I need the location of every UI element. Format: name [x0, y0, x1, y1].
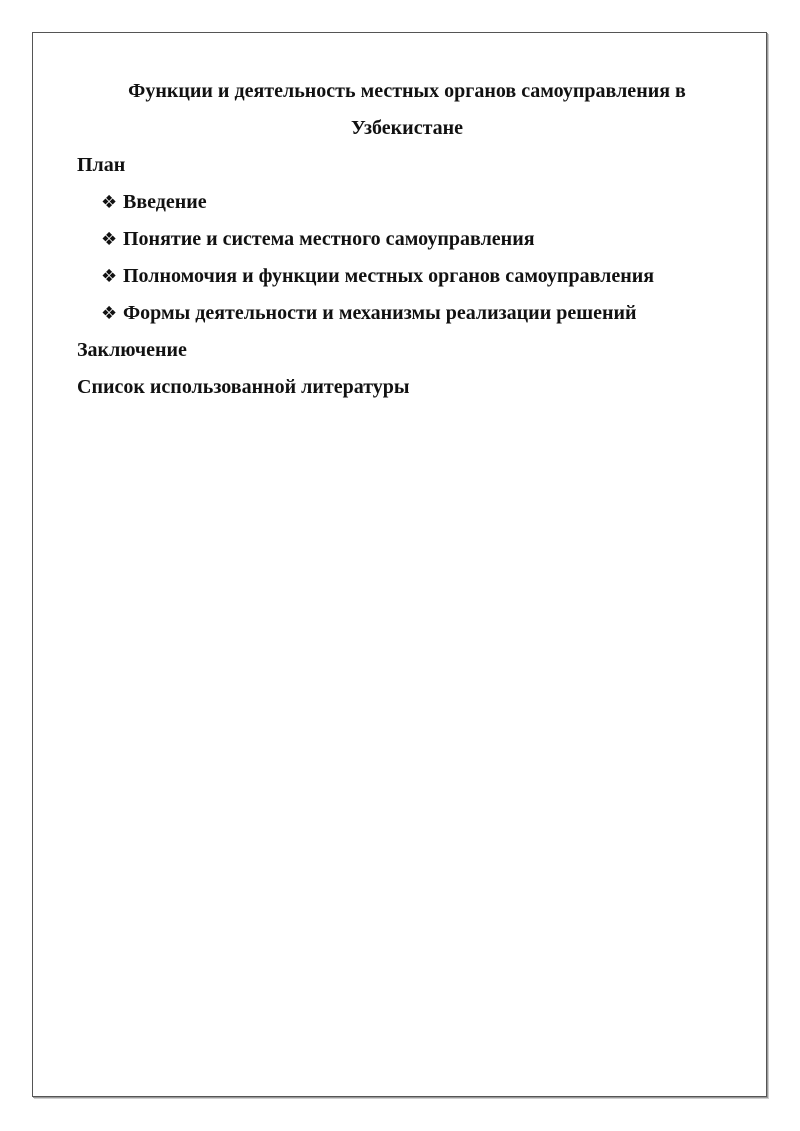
document-title: [77, 73, 737, 147]
plan-item-label: Введение: [123, 191, 207, 213]
diamond-bullet-icon: ❖: [101, 266, 118, 287]
page-content: [77, 73, 737, 406]
plan-heading: План: [77, 154, 126, 176]
plan-item-label: Понятие и система местного самоуправления: [123, 228, 535, 250]
references-heading: Список использованной литературы: [77, 376, 410, 398]
diamond-bullet-icon: ❖: [101, 229, 118, 250]
conclusion-heading: Заключение: [77, 339, 187, 361]
plan-item-label: Формы деятельности и механизмы реализации решений: [123, 302, 637, 324]
plan-item-label: Полномочия и функции местных органов самоуправления: [123, 265, 655, 287]
title-line-1: Функции и деятельность местных органов самоуправления в: [128, 80, 686, 102]
plan-item: [77, 258, 737, 295]
diamond-bullet-icon: ❖: [101, 303, 118, 324]
diamond-bullet-icon: ❖: [101, 192, 118, 213]
plan-item: [77, 295, 737, 332]
document-page: [32, 32, 767, 1097]
title-line-2: Узбекистане: [350, 117, 464, 139]
plan-item: [77, 184, 737, 221]
plan-item: [77, 221, 737, 258]
